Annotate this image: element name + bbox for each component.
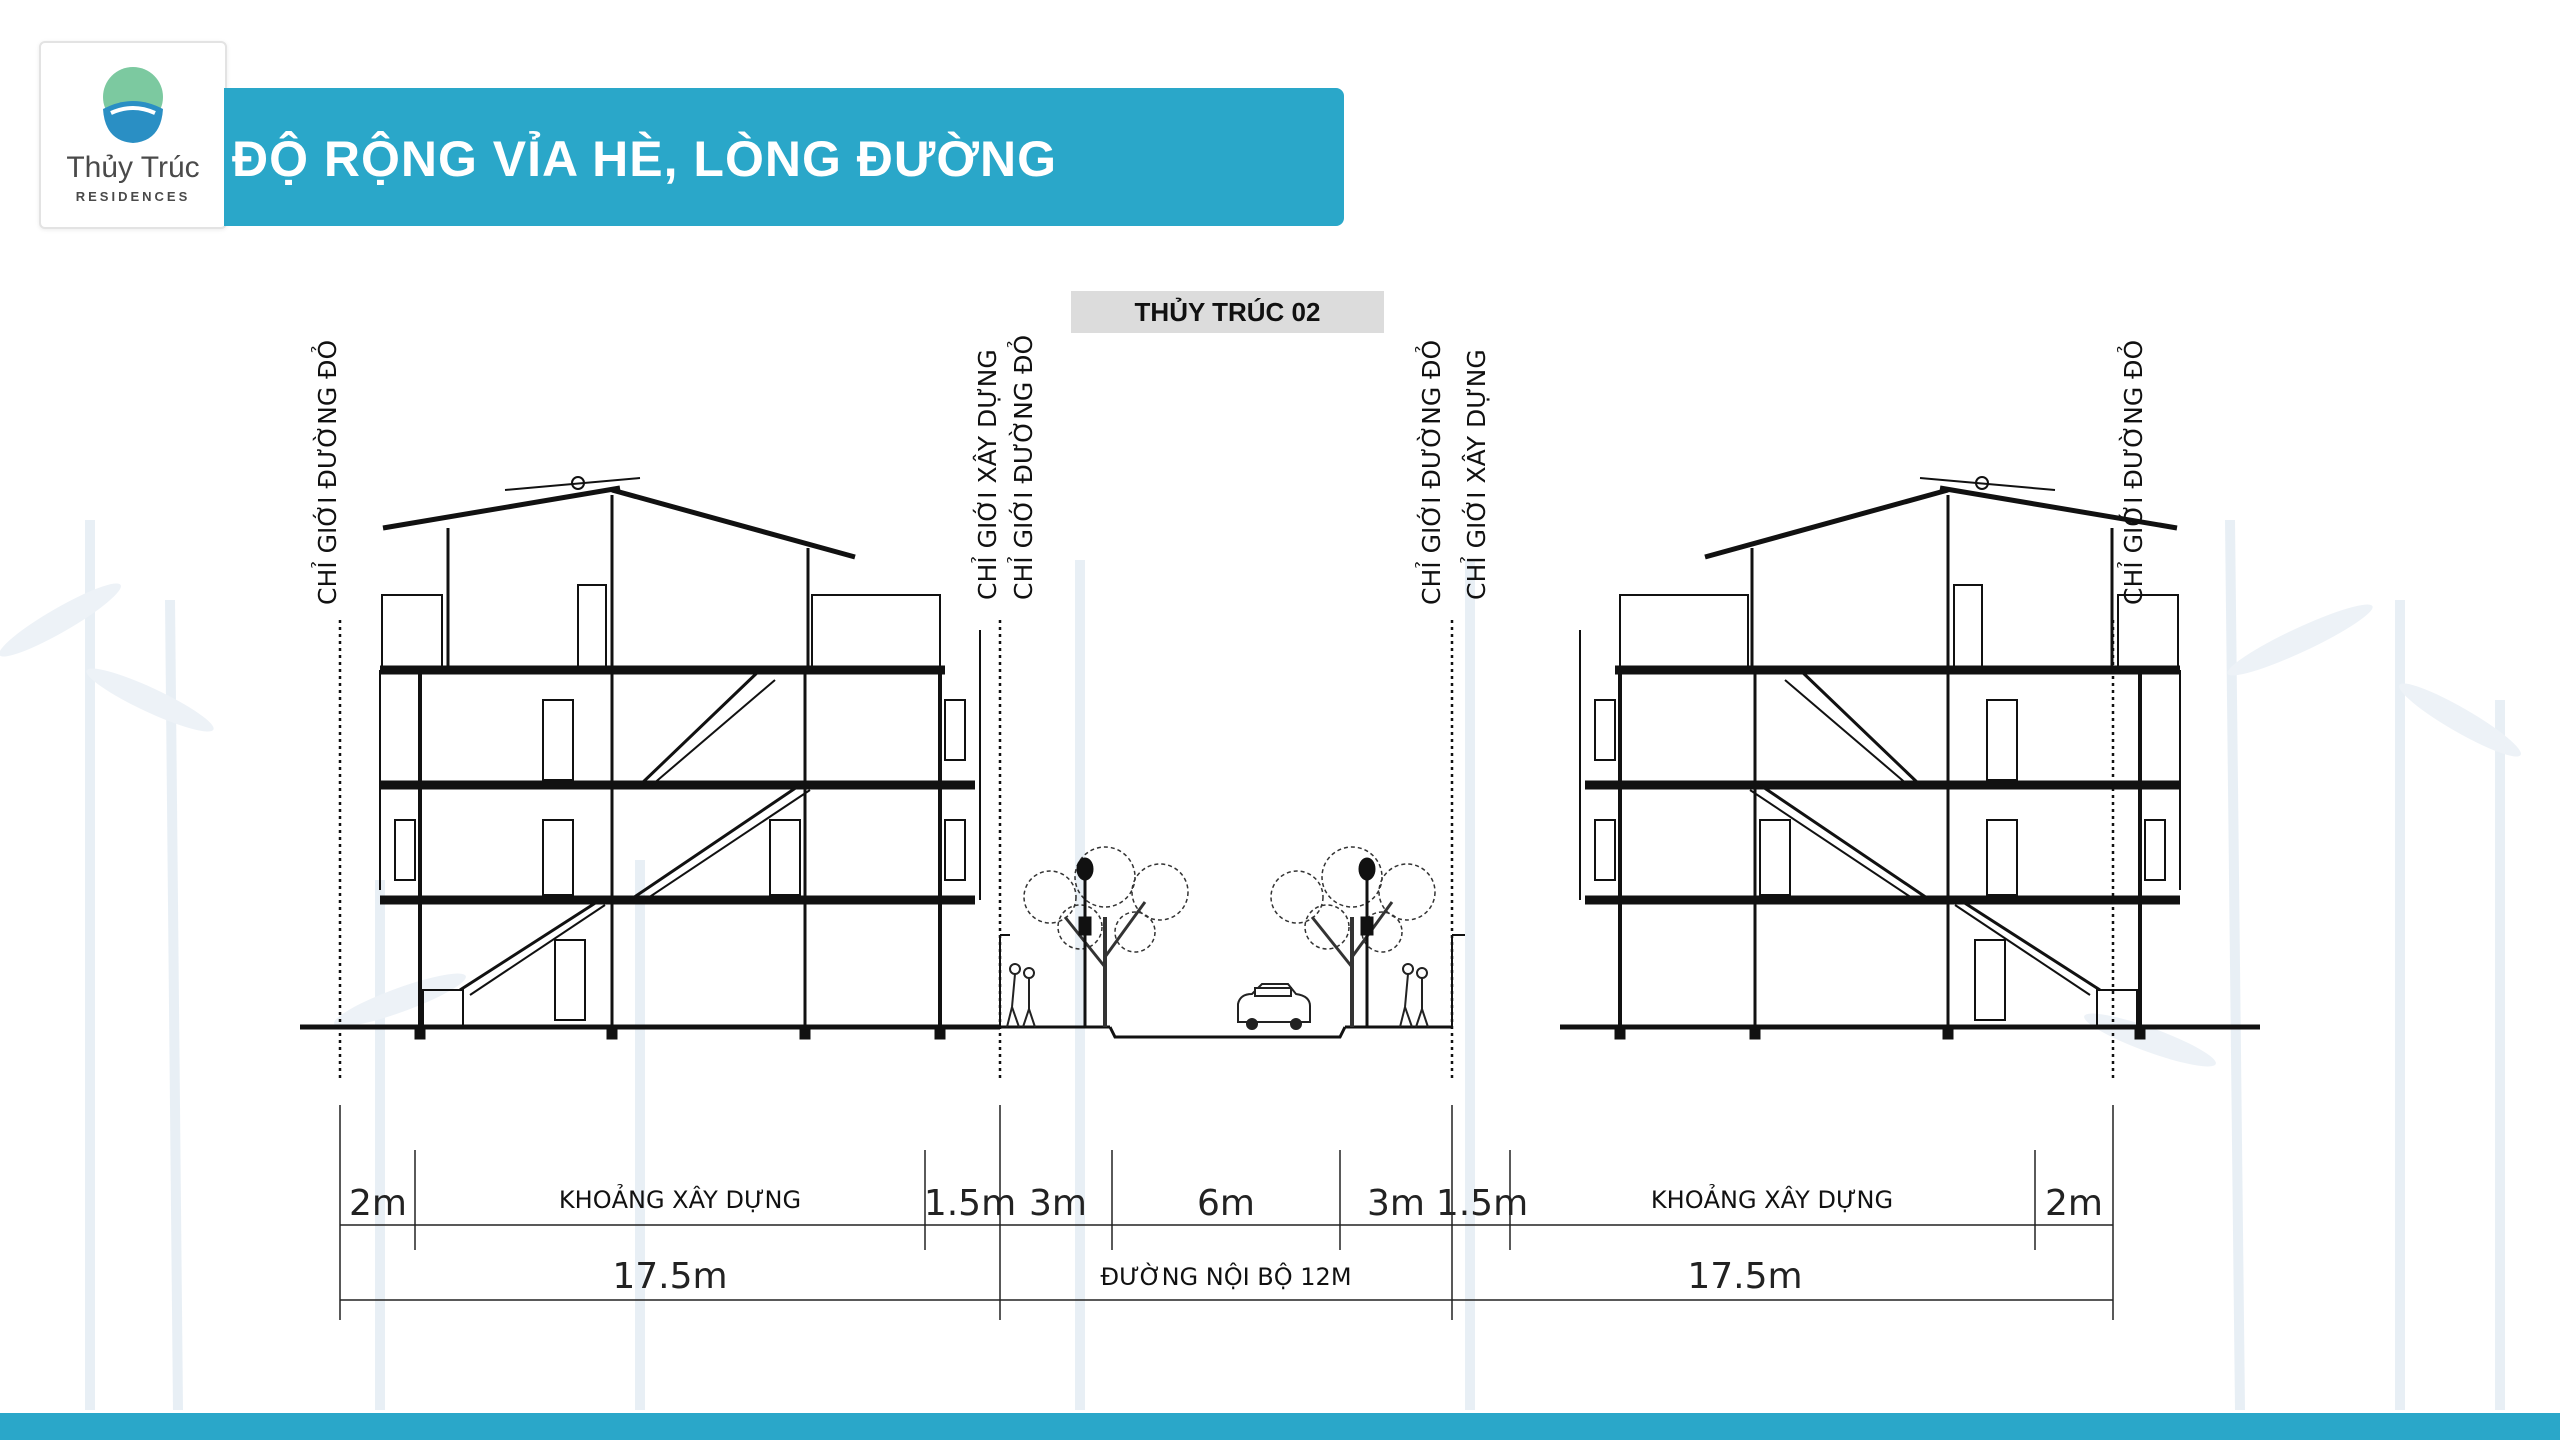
street-lamp-left <box>1077 858 1093 1027</box>
dim-right-lot-depth: 17.5m <box>1687 1256 1803 1297</box>
dim-right-sidewalk: 3m <box>1367 1183 1425 1224</box>
project-label: THỦY TRÚC 02 <box>1071 291 1384 333</box>
dim-right-building-zone: KHOẢNG XÂY DỰNG <box>1650 1186 1894 1214</box>
label-right-road-red-line: CHỈ GIỚI ĐƯỜNG ĐỎ <box>1417 339 1446 605</box>
logo-name: Thủy Trúc <box>66 151 200 184</box>
left-building-section <box>300 477 1000 1039</box>
dim-left-gap: 1.5m <box>923 1183 1017 1224</box>
logo-subtitle: RESIDENCES <box>75 189 191 204</box>
pedestrians-right <box>1400 964 1428 1027</box>
car-icon <box>1238 984 1310 1029</box>
dim-internal-road: ĐƯỜNG NỘI BỘ 12M <box>1100 1263 1352 1291</box>
dim-left-lot-depth: 17.5m <box>612 1256 728 1297</box>
dim-left-sidewalk: 3m <box>1029 1183 1087 1224</box>
dim-left-building-zone: KHOẢNG XÂY DỰNG <box>558 1186 802 1214</box>
dim-roadway: 6m <box>1197 1183 1255 1224</box>
boundary-lines <box>340 620 2113 1080</box>
label-right-build-line: CHỈ GIỚI XÂY DỰNG <box>1462 349 1491 600</box>
dim-right-setback: 2m <box>2045 1183 2103 1224</box>
right-building-section <box>1560 477 2260 1039</box>
ground-line <box>1000 935 1465 1037</box>
label-left-red-line: CHỈ GIỚI ĐƯỜNG ĐỎ <box>313 339 342 605</box>
footer-bar <box>0 1413 2560 1440</box>
label-right-red-line: CHỈ GIỚI ĐƯỜNG ĐỎ <box>2119 339 2148 605</box>
street-tree-left <box>1024 847 1188 1027</box>
label-left-build-line: CHỈ GIỚI XÂY DỰNG <box>973 349 1002 600</box>
dim-right-gap: 1.5m <box>1435 1183 1529 1224</box>
dim-left-setback: 2m <box>349 1183 407 1224</box>
label-left-road-red-line: CHỈ GIỚI ĐƯỜNG ĐỎ <box>1009 334 1038 600</box>
pedestrians-left <box>1007 964 1035 1027</box>
page-title: ĐỘ RỘNG VỈA HÈ, LÒNG ĐƯỜNG <box>232 131 1057 187</box>
